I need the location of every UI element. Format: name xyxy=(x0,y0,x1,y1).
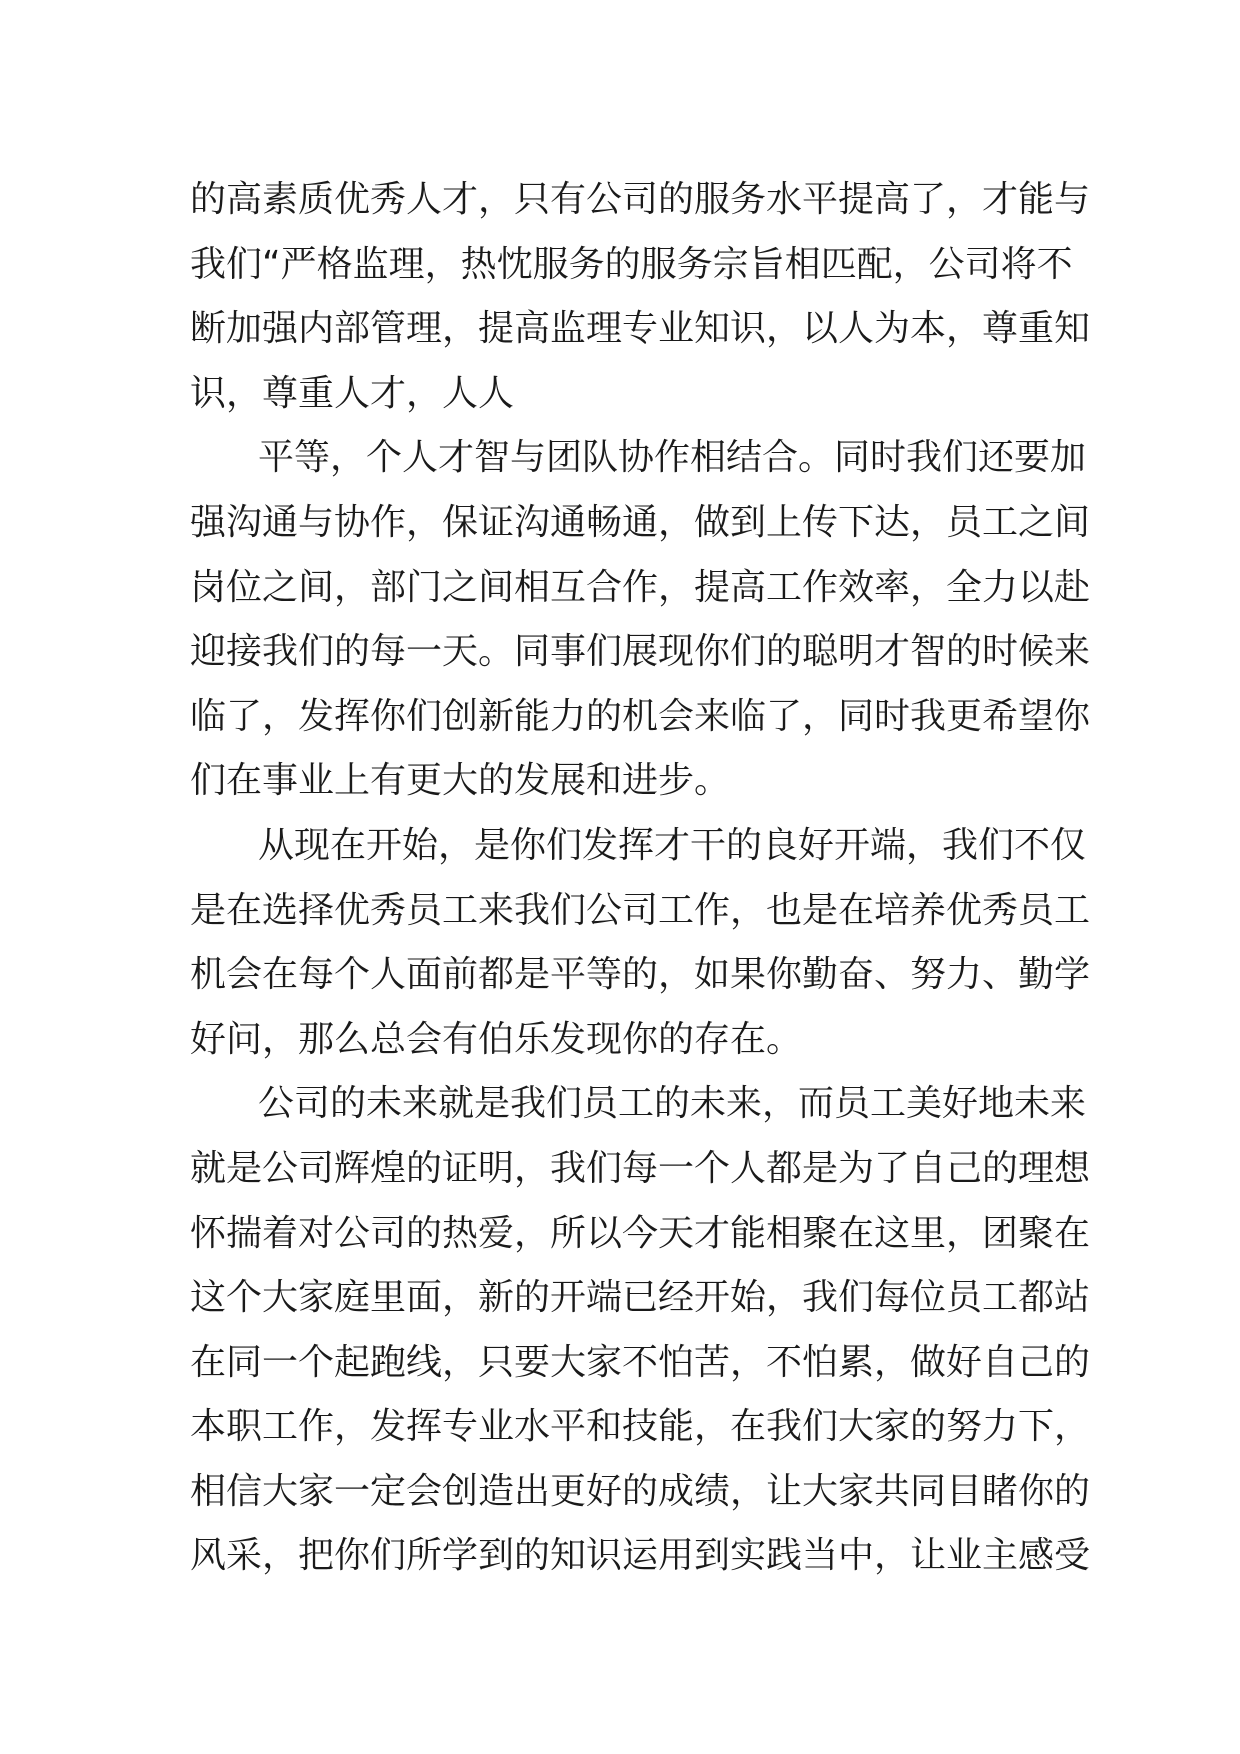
text-line: 本职工作，发挥专业水平和技能，在我们大家的努力下， xyxy=(190,1406,1091,1448)
text-line: 就是公司辉煌的证明，我们每一个人都是为了自己的理想 xyxy=(190,1147,1091,1189)
text-line: 们在事业上有更大的发展和进步。 xyxy=(190,760,731,802)
paragraph-2 xyxy=(190,426,1091,814)
text-line: 这个大家庭里面，新的开端已经开始，我们每位员工都站 xyxy=(190,1277,1091,1319)
paragraph-3 xyxy=(190,814,1091,1072)
text-line: 临了，发挥你们创新能力的机会来临了，同时我更希望你 xyxy=(190,695,1091,737)
text-line: 在同一个起跑线，只要大家不怕苦，不怕累，做好自己的 xyxy=(190,1341,1091,1383)
text-line: 从现在开始，是你们发挥才干的良好开端，我们不仅 xyxy=(258,824,1087,866)
document-body xyxy=(190,168,1091,1589)
text-line: 是在选择优秀员工来我们公司工作，也是在培养优秀员工 xyxy=(190,889,1091,931)
text-line: 断加强内部管理，提高监理专业知识，以人为本，尊重知 xyxy=(190,308,1091,350)
text-line: 平等，个人才智与团队协作相结合。同时我们还要加 xyxy=(258,437,1087,479)
text-line: 强沟通与协作，保证沟通畅通，做到上传下达，员工之间 xyxy=(190,501,1091,543)
text-line: 怀揣着对公司的热爱，所以今天才能相聚在这里，团聚在 xyxy=(190,1212,1091,1254)
text-line: 机会在每个人面前都是平等的，如果你勤奋、努力、勤学 xyxy=(190,954,1091,996)
text-line: 公司的未来就是我们员工的未来，而员工美好地未来 xyxy=(258,1083,1087,1125)
text-line: 识，尊重人才，人人 xyxy=(190,372,515,414)
text-line: 迎接我们的每一天。同事们展现你们的聪明才智的时候来 xyxy=(190,631,1091,673)
paragraph-4 xyxy=(190,1072,1091,1589)
text-line: 风采，把你们所学到的知识运用到实践当中，让业主感受 xyxy=(190,1535,1091,1577)
text-line: 相信大家一定会创造出更好的成绩，让大家共同目睹你的 xyxy=(190,1470,1091,1512)
text-line: 我们“严格监理，热忱服务的服务宗旨相匹配，公司将不 xyxy=(190,243,1073,285)
paragraph-1 xyxy=(190,168,1091,426)
text-line: 好问，那么总会有伯乐发现你的存在。 xyxy=(190,1018,803,1060)
text-line: 岗位之间，部门之间相互合作，提高工作效率，全力以赴 xyxy=(190,566,1091,608)
text-line: 的高素质优秀人才，只有公司的服务水平提高了，才能与 xyxy=(190,179,1091,220)
